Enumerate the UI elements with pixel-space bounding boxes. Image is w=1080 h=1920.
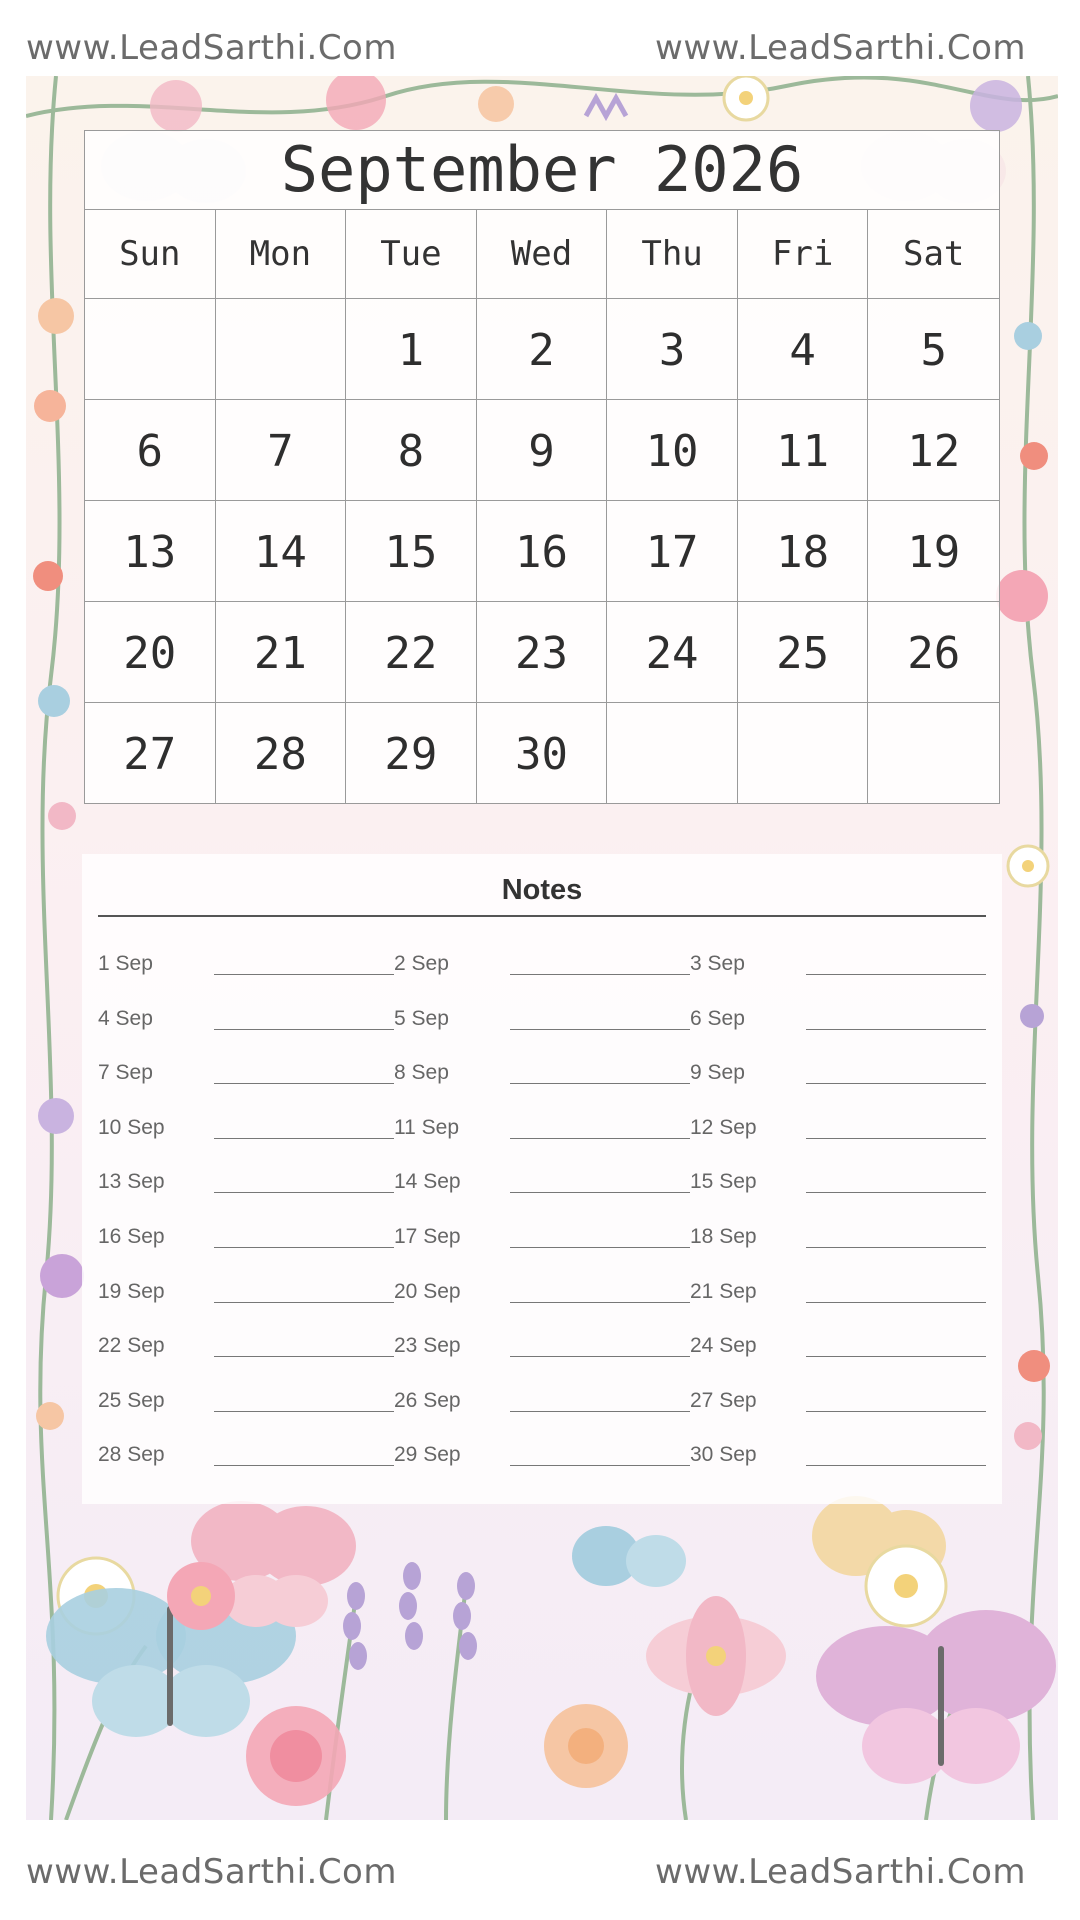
note-write-line[interactable] [806,974,986,975]
note-entry[interactable] [394,1377,690,1432]
notes-divider [98,915,986,917]
weekday-header-mon: Mon [216,210,347,299]
note-entry[interactable] [690,1268,986,1323]
calendar-day-cell: 22 [346,602,477,703]
note-entry[interactable] [98,1104,394,1159]
note-entry[interactable] [98,1213,394,1268]
note-date-label: 8 Sep [394,1061,449,1085]
calendar-day-cell: 21 [216,602,347,703]
website-watermark-bottom-left: www.LeadSarthi.Com [26,1852,397,1892]
note-entry[interactable] [690,1431,986,1486]
note-date-label: 27 Sep [690,1388,757,1412]
note-entry[interactable] [394,1049,690,1104]
note-date-label: 3 Sep [690,952,745,975]
note-date-label: 29 Sep [394,1443,461,1467]
note-write-line[interactable] [806,1302,986,1303]
notes-grid [98,940,986,1486]
calendar-month-title: September 2026 [85,131,999,210]
butterfly-garden-illustration-icon [26,1486,1058,1820]
note-write-line[interactable] [214,974,394,975]
note-entry[interactable] [98,995,394,1050]
note-entry[interactable] [394,940,690,995]
website-watermark-top-left: www.LeadSarthi.Com [26,28,397,68]
note-write-line[interactable] [510,1465,690,1466]
note-write-line[interactable] [806,1247,986,1248]
calendar-day-cell: 27 [85,703,216,803]
note-date-label: 20 Sep [394,1279,461,1303]
note-date-label: 25 Sep [98,1388,165,1412]
note-write-line[interactable] [510,1247,690,1248]
note-entry[interactable] [690,1377,986,1432]
calendar-day-cell: 10 [607,400,738,501]
note-date-label: 9 Sep [690,1061,745,1085]
note-date-label: 14 Sep [394,1170,461,1194]
note-write-line[interactable] [510,1138,690,1139]
note-entry[interactable] [98,1431,394,1486]
calendar-day-cell: 13 [85,501,216,602]
note-write-line[interactable] [214,1411,394,1412]
note-entry[interactable] [98,1268,394,1323]
note-write-line[interactable] [806,1192,986,1193]
calendar-day-cell [607,703,738,803]
month-calendar [84,130,1000,804]
calendar-day-cell [216,299,347,400]
note-entry[interactable] [394,1322,690,1377]
calendar-day-cell: 26 [868,602,999,703]
note-entry[interactable] [690,1104,986,1159]
weekday-header-tue: Tue [346,210,477,299]
calendar-page-panel [26,76,1058,1820]
notes-title: Notes [501,874,583,906]
note-entry[interactable] [98,1049,394,1104]
note-entry[interactable] [394,1104,690,1159]
weekday-header-fri: Fri [738,210,869,299]
calendar-day-cell: 6 [85,400,216,501]
note-date-label: 24 Sep [690,1334,757,1358]
calendar-day-cell: 11 [738,400,869,501]
note-entry[interactable] [690,940,986,995]
note-write-line[interactable] [806,1083,986,1084]
calendar-day-cell: 23 [477,602,608,703]
note-write-line[interactable] [510,1192,690,1193]
website-watermark-bottom-right: www.LeadSarthi.Com [655,1852,1026,1892]
note-write-line[interactable] [510,1302,690,1303]
note-date-label: 2 Sep [394,952,449,975]
note-entry[interactable] [394,995,690,1050]
note-date-label: 13 Sep [98,1170,165,1194]
calendar-day-cell: 19 [868,501,999,602]
calendar-day-cell: 7 [216,400,347,501]
calendar-day-cell: 18 [738,501,869,602]
note-date-label: 30 Sep [690,1443,757,1467]
weekday-header-sat: Sat [868,210,999,299]
calendar-day-cell: 20 [85,602,216,703]
note-write-line[interactable] [806,1411,986,1412]
note-write-line[interactable] [806,1356,986,1357]
note-entry[interactable] [690,995,986,1050]
calendar-day-cell: 2 [477,299,608,400]
note-entry[interactable] [394,1268,690,1323]
note-write-line[interactable] [510,1083,690,1084]
note-date-label: 15 Sep [690,1170,757,1194]
note-date-label: 16 Sep [98,1224,165,1248]
note-date-label: 10 Sep [98,1115,165,1139]
note-entry[interactable] [394,1213,690,1268]
note-date-label: 12 Sep [690,1115,757,1139]
note-write-line[interactable] [214,1302,394,1303]
note-write-line[interactable] [510,974,690,975]
note-date-label: 28 Sep [98,1443,165,1467]
note-write-line[interactable] [214,1192,394,1193]
note-entry[interactable] [98,1322,394,1377]
note-date-label: 1 Sep [98,952,153,975]
calendar-day-cell: 29 [346,703,477,803]
calendar-day-cell: 3 [607,299,738,400]
note-date-label: 11 Sep [394,1115,459,1139]
note-write-line[interactable] [806,1029,986,1030]
note-entry[interactable] [690,1213,986,1268]
note-write-line[interactable] [510,1029,690,1030]
calendar-day-cell: 28 [216,703,347,803]
notes-section [82,854,1002,1504]
note-write-line[interactable] [214,1138,394,1139]
calendar-day-cell: 9 [477,400,608,501]
note-write-line[interactable] [214,1083,394,1084]
calendar-day-cell [868,703,999,803]
note-date-label: 5 Sep [394,1006,449,1030]
calendar-day-cell: 12 [868,400,999,501]
note-write-line[interactable] [806,1465,986,1466]
note-date-label: 7 Sep [98,1061,153,1085]
calendar-day-cell [738,703,869,803]
website-watermark-top-right: www.LeadSarthi.Com [655,28,1026,68]
note-write-line[interactable] [510,1411,690,1412]
note-date-label: 19 Sep [98,1279,165,1303]
calendar-day-cell: 15 [346,501,477,602]
calendar-day-cell: 24 [607,602,738,703]
note-entry[interactable] [98,1377,394,1432]
note-entry[interactable] [98,1158,394,1213]
calendar-day-cell: 14 [216,501,347,602]
weekday-header-thu: Thu [607,210,738,299]
calendar-day-cell: 5 [868,299,999,400]
calendar-day-cell: 8 [346,400,477,501]
calendar-day-cell [85,299,216,400]
note-entry[interactable] [394,1431,690,1486]
note-date-label: 22 Sep [98,1334,165,1358]
note-date-label: 18 Sep [690,1224,757,1248]
note-write-line[interactable] [214,1356,394,1357]
note-date-label: 26 Sep [394,1388,461,1412]
note-write-line[interactable] [214,1029,394,1030]
note-date-label: 4 Sep [98,1006,153,1030]
calendar-day-cell: 17 [607,501,738,602]
note-date-label: 17 Sep [394,1224,461,1248]
note-entry[interactable] [690,1322,986,1377]
calendar-day-cell: 4 [738,299,869,400]
calendar-grid [85,210,999,803]
note-write-line[interactable] [510,1356,690,1357]
note-write-line[interactable] [214,1465,394,1466]
note-date-label: 23 Sep [394,1334,461,1358]
note-entry[interactable] [394,1158,690,1213]
note-write-line[interactable] [214,1247,394,1248]
weekday-header-wed: Wed [477,210,608,299]
note-date-label: 6 Sep [690,1006,745,1030]
calendar-day-cell: 30 [477,703,608,803]
note-entry[interactable] [98,940,394,995]
calendar-day-cell: 25 [738,602,869,703]
note-entry[interactable] [690,1158,986,1213]
note-entry[interactable] [690,1049,986,1104]
weekday-header-sun: Sun [85,210,216,299]
calendar-day-cell: 1 [346,299,477,400]
note-date-label: 21 Sep [690,1279,757,1303]
note-write-line[interactable] [806,1138,986,1139]
calendar-day-cell: 16 [477,501,608,602]
